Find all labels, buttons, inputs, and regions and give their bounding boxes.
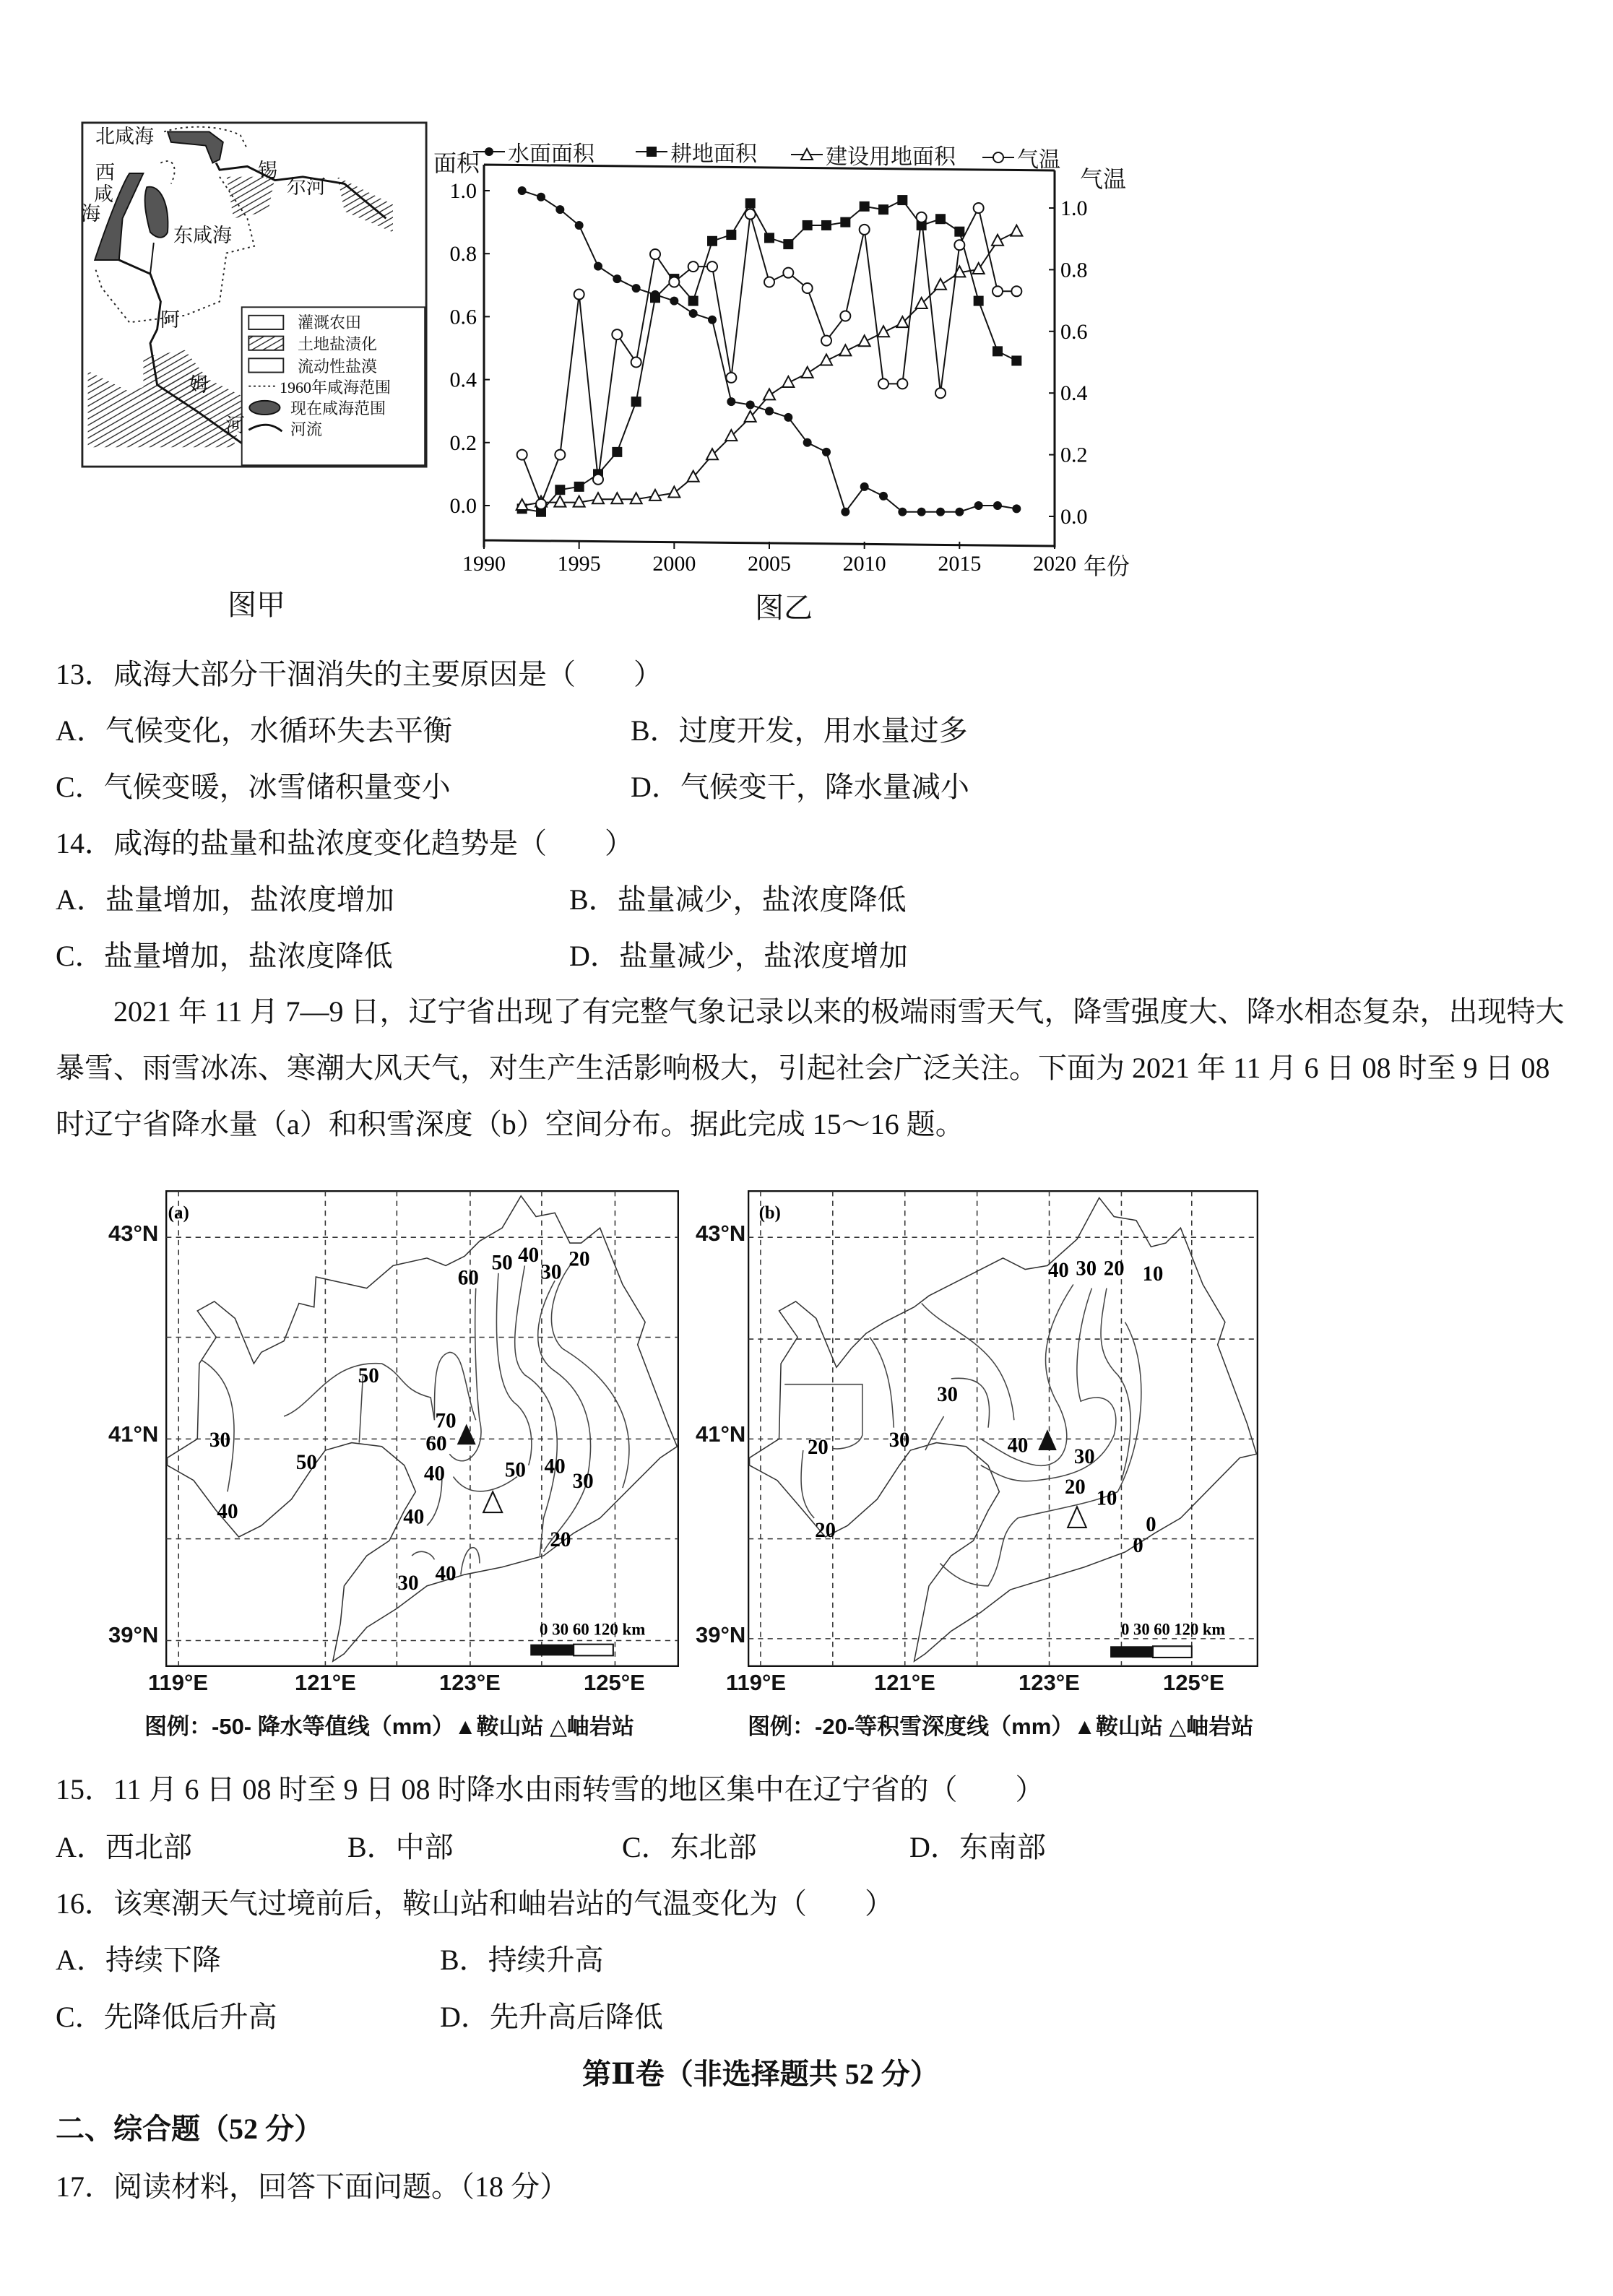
contour-label: 20 bbox=[808, 1435, 829, 1460]
y-axis-label-right: 气温 bbox=[1080, 166, 1127, 192]
legend-irrigated: 灌溉农田 bbox=[298, 313, 362, 332]
data-point bbox=[554, 496, 566, 507]
contour-label: 70 bbox=[435, 1409, 457, 1433]
x-tick-label: 2015 bbox=[938, 552, 982, 576]
y-right-tick-label: 0.8 bbox=[1060, 258, 1088, 282]
contour-label: 20 bbox=[568, 1247, 590, 1271]
y-left-tick-label: 1.0 bbox=[449, 179, 477, 203]
scale-bar bbox=[530, 1645, 574, 1656]
data-point bbox=[859, 335, 870, 346]
lat-39-b: 39°N bbox=[696, 1622, 746, 1647]
x-tick-label: 1990 bbox=[462, 552, 506, 576]
lon-125-a: 125°E bbox=[584, 1670, 645, 1695]
map-label-west: 西 bbox=[95, 162, 115, 183]
x-tick-label: 2010 bbox=[842, 552, 886, 576]
map-label-west-3: 海 bbox=[81, 203, 100, 225]
data-point bbox=[593, 475, 603, 485]
q13-stem: 13．咸海大部分干涸消失的主要原因是（ ） bbox=[56, 658, 662, 690]
data-point bbox=[955, 508, 964, 516]
map-label-west-2: 咸 bbox=[94, 183, 113, 205]
y-right-tick-label: 0.2 bbox=[1060, 443, 1088, 467]
data-point bbox=[726, 373, 736, 383]
data-point bbox=[821, 354, 832, 365]
lat-41-a: 41°N bbox=[108, 1421, 159, 1447]
data-point bbox=[764, 233, 774, 243]
data-point bbox=[745, 198, 756, 208]
material-paragraph: 2021 年 11 月 7—9 日，辽宁省出现了有完整气象记录以来的极端雨雪天气，降雪强度大、降水相态复杂，出现特大暴雪、雨雪冰冻、寒潮大风天气，对生产生活影响极大，引起社会广泛关注。下面为 2021 年 11 月 6 日 08 时至 9 日 08 时辽宁省降水量（a）和积雪深度（b）空间分布。据此完成 15～16 题。 bbox=[56, 995, 1565, 1140]
data-point bbox=[707, 236, 717, 246]
data-point bbox=[726, 230, 736, 240]
q16-option-d[interactable]: D．先升高后降低 bbox=[440, 2001, 663, 2033]
data-point bbox=[1012, 504, 1021, 513]
data-point bbox=[935, 214, 946, 224]
data-point bbox=[727, 397, 735, 406]
map-label-syr-2: 尔河 bbox=[287, 176, 326, 198]
data-point bbox=[954, 240, 964, 250]
data-point bbox=[632, 284, 641, 293]
q16-option-b[interactable]: B．持续升高 bbox=[440, 1944, 604, 1976]
contour-label: 60 bbox=[425, 1431, 447, 1456]
lon-119-a: 119°E bbox=[148, 1670, 209, 1695]
data-point bbox=[993, 286, 1003, 296]
q15-option-d[interactable]: D．东南部 bbox=[909, 1831, 1046, 1863]
q16-option-a[interactable]: A．持续下降 bbox=[56, 1944, 221, 1976]
data-point bbox=[518, 186, 527, 195]
y-left-tick-label: 0.4 bbox=[449, 368, 477, 392]
data-point bbox=[708, 316, 717, 324]
data-point bbox=[631, 358, 641, 368]
map-b bbox=[748, 1190, 1258, 1667]
data-point bbox=[764, 389, 775, 399]
data-point bbox=[860, 225, 870, 235]
legend-label: 气温 bbox=[1017, 148, 1060, 172]
chart-frame bbox=[484, 165, 1055, 547]
legend-label: 水面面积 bbox=[508, 142, 594, 166]
data-point bbox=[821, 336, 831, 346]
map-label-north-aral: 北咸海 bbox=[95, 126, 154, 147]
data-point bbox=[935, 388, 946, 398]
data-point bbox=[631, 397, 641, 407]
data-point bbox=[707, 261, 717, 272]
contour-label: 60 bbox=[457, 1266, 479, 1290]
q14-stem: 14．咸海的盐量和盐浓度变化趋势是（ ） bbox=[56, 827, 633, 859]
data-point bbox=[783, 268, 793, 278]
data-point bbox=[783, 239, 793, 249]
map-label-east-aral: 东咸海 bbox=[173, 225, 232, 246]
q15-stem: 15．11 月 6 日 08 时至 9 日 08 时降水由雨转雪的地区集中在辽宁省的（ ） bbox=[56, 1773, 1045, 1806]
y-left-tick-label: 0.8 bbox=[449, 242, 477, 267]
snow-labels bbox=[748, 1190, 1258, 1667]
data-point bbox=[555, 205, 564, 214]
legend-current-extent: 现在咸海范围 bbox=[290, 399, 386, 417]
contour-label: 50 bbox=[295, 1451, 317, 1475]
map-a-legend: 图例：-50- 降水等值线（mm）▲鞍山站 △岫岩站 bbox=[144, 1714, 635, 1739]
data-point bbox=[782, 376, 794, 387]
figure-jia-caption: 图甲 bbox=[228, 589, 285, 621]
data-point bbox=[745, 209, 756, 220]
q15-option-a[interactable]: A．西北部 bbox=[56, 1831, 192, 1863]
contour-label: 30 bbox=[1076, 1257, 1097, 1281]
y-left-tick-label: 0.0 bbox=[449, 494, 477, 518]
data-point bbox=[974, 296, 984, 306]
xiuyan-station-icon bbox=[483, 1491, 502, 1512]
legend-1960-extent: 1960年咸海范围 bbox=[280, 378, 392, 397]
data-point bbox=[898, 508, 907, 516]
data-point bbox=[917, 212, 927, 222]
contour-label: 30 bbox=[540, 1260, 562, 1284]
data-point bbox=[860, 202, 870, 212]
x-tick-label: 2000 bbox=[652, 552, 696, 576]
scale-bar bbox=[1110, 1646, 1153, 1658]
lon-125-b: 125°E bbox=[1163, 1670, 1224, 1695]
contour-label: 30 bbox=[397, 1572, 419, 1595]
data-point bbox=[897, 195, 907, 205]
data-point bbox=[688, 261, 699, 272]
anshan-station-icon bbox=[457, 1424, 476, 1444]
data-point bbox=[668, 487, 680, 498]
contour-label: 30 bbox=[888, 1428, 910, 1452]
contour-label: 30 bbox=[572, 1470, 594, 1494]
data-point bbox=[840, 217, 850, 228]
data-point bbox=[822, 448, 831, 456]
panel-label: (b) bbox=[758, 1203, 781, 1223]
data-point bbox=[612, 329, 622, 339]
map-b-legend: 图例：-20-等积雪深度线（mm）▲鞍山站 △岫岩站 bbox=[748, 1714, 1254, 1739]
anshan-station-icon bbox=[1038, 1429, 1057, 1450]
q13-option-c[interactable]: C．气候变暖，冰雪储积量变小 bbox=[56, 771, 451, 803]
map-label-amu-1: 阿 bbox=[160, 309, 180, 331]
scale-bar-label: 0 30 60 120 km bbox=[540, 1620, 646, 1639]
contour-label: 40 bbox=[518, 1244, 540, 1268]
lat-41-b: 41°N bbox=[696, 1421, 746, 1447]
data-point bbox=[574, 290, 584, 300]
data-point bbox=[613, 274, 621, 283]
q16-option-c[interactable]: C．先降低后升高 bbox=[56, 2001, 277, 2033]
legend-salinization: 土地盐渍化 bbox=[298, 335, 378, 353]
lon-121-b: 121°E bbox=[874, 1670, 935, 1695]
data-point bbox=[974, 501, 983, 510]
data-point bbox=[878, 204, 888, 215]
q13-option-d[interactable]: D．气候变干，降水量减小 bbox=[631, 771, 969, 803]
contour-label: 10 bbox=[1142, 1262, 1164, 1286]
data-point bbox=[592, 493, 604, 503]
xiuyan-station-icon bbox=[1068, 1507, 1086, 1528]
contour-label: 40 bbox=[435, 1561, 457, 1586]
x-axis-label: 年份 bbox=[1084, 553, 1130, 579]
contour-label: 20 bbox=[1103, 1257, 1125, 1281]
y-right-tick-label: 0.4 bbox=[1060, 381, 1088, 406]
data-point bbox=[935, 279, 946, 290]
data-point bbox=[1011, 225, 1022, 236]
q15-option-b[interactable]: B．中部 bbox=[347, 1831, 454, 1863]
legend-river: 河流 bbox=[290, 420, 323, 438]
q13-option-a[interactable]: A．气候变化，水循环失去平衡 bbox=[56, 714, 452, 747]
figure-yi-caption: 图乙 bbox=[755, 592, 813, 624]
scale-bar-label: 0 30 60 120 km bbox=[1121, 1620, 1226, 1639]
contour-label: 40 bbox=[1007, 1434, 1029, 1457]
contour-label: 40 bbox=[544, 1455, 566, 1478]
map-label-syr-1: 锡 bbox=[258, 160, 277, 181]
contour-label: 30 bbox=[1073, 1445, 1095, 1469]
section-title: 二、综合题（52 分） bbox=[56, 2113, 323, 2145]
data-point bbox=[879, 492, 888, 501]
lat-43-b: 43°N bbox=[696, 1221, 746, 1246]
data-point bbox=[803, 438, 812, 447]
data-point bbox=[536, 499, 546, 509]
data-point bbox=[612, 447, 622, 457]
data-point bbox=[878, 378, 888, 389]
data-point bbox=[574, 482, 584, 492]
data-point bbox=[669, 277, 679, 287]
q14-option-d[interactable]: D．盐量减少，盐浓度增加 bbox=[569, 940, 908, 972]
data-point bbox=[860, 482, 869, 491]
data-point bbox=[821, 220, 831, 230]
q14-option-c[interactable]: C．盐量增加，盐浓度降低 bbox=[56, 940, 393, 972]
q17-stem: 17．阅读材料，回答下面问题。（18 分） bbox=[56, 2170, 568, 2203]
data-point bbox=[840, 311, 850, 321]
y-left-tick-label: 0.6 bbox=[449, 305, 477, 329]
data-point bbox=[517, 450, 527, 460]
lat-39-a: 39°N bbox=[108, 1622, 159, 1647]
data-point bbox=[650, 249, 660, 259]
contour-label: 50 bbox=[358, 1364, 379, 1388]
x-tick-label: 2005 bbox=[748, 552, 791, 576]
contour-label: 40 bbox=[1048, 1258, 1069, 1283]
line-chart bbox=[0, 0, 1613, 614]
data-point bbox=[555, 450, 565, 460]
data-point bbox=[594, 262, 602, 271]
contour-label: 50 bbox=[504, 1458, 526, 1482]
lon-121-a: 121°E bbox=[295, 1670, 356, 1695]
contour-label: 40 bbox=[423, 1462, 446, 1486]
lon-123-a: 123°E bbox=[439, 1670, 501, 1695]
data-point bbox=[878, 326, 889, 337]
y-right-tick-label: 0.6 bbox=[1060, 319, 1088, 344]
map-label-amu-3: 河 bbox=[225, 415, 245, 436]
data-point bbox=[746, 400, 755, 409]
precip-labels bbox=[165, 1190, 679, 1667]
data-point bbox=[897, 378, 907, 389]
x-tick-label: 2020 bbox=[1033, 552, 1076, 576]
data-point bbox=[575, 221, 584, 230]
q14-option-a[interactable]: A．盐量增加，盐浓度增加 bbox=[56, 883, 394, 916]
y-right-tick-label: 0.0 bbox=[1060, 505, 1088, 529]
data-point bbox=[688, 296, 699, 306]
data-point bbox=[1011, 355, 1021, 365]
data-point bbox=[802, 367, 813, 378]
data-point bbox=[803, 283, 813, 293]
data-point bbox=[670, 297, 678, 306]
contour-label: 50 bbox=[491, 1251, 513, 1275]
map-label-amu-2: 姆 bbox=[189, 374, 209, 396]
q16-stem: 16．该寒潮天气过境前后，鞍山站和岫岩站的气温变化为（ ） bbox=[56, 1887, 894, 1920]
data-point bbox=[689, 309, 698, 318]
contour-label: 20 bbox=[1065, 1475, 1086, 1499]
legend-label: 建设用地面积 bbox=[826, 145, 956, 169]
data-point bbox=[611, 493, 623, 503]
data-point bbox=[974, 203, 984, 213]
y-left-tick-label: 0.2 bbox=[449, 430, 477, 455]
data-point bbox=[839, 345, 851, 355]
data-point bbox=[993, 501, 1002, 510]
contour-label: 40 bbox=[403, 1505, 425, 1529]
contour-label: 30 bbox=[209, 1428, 231, 1452]
data-point bbox=[992, 235, 1003, 246]
data-point bbox=[784, 413, 792, 422]
lon-123-b: 123°E bbox=[1019, 1670, 1080, 1695]
data-point bbox=[555, 485, 565, 495]
data-point bbox=[917, 508, 926, 516]
q13-option-b[interactable]: B．过度开发，用水量过多 bbox=[631, 714, 968, 747]
q14-option-b[interactable]: B．盐量减少，盐浓度降低 bbox=[569, 883, 907, 916]
data-point bbox=[764, 277, 774, 287]
data-point bbox=[1011, 286, 1021, 296]
legend-label: 耕地面积 bbox=[670, 142, 757, 166]
x-tick-label: 1995 bbox=[557, 552, 601, 576]
map-a bbox=[165, 1190, 679, 1667]
lon-119-b: 119°E bbox=[726, 1670, 787, 1695]
contour-label: 30 bbox=[937, 1382, 958, 1407]
data-point bbox=[993, 346, 1003, 356]
lat-43-a: 43°N bbox=[108, 1221, 159, 1246]
y-axis-label-left: 面积 bbox=[433, 150, 480, 176]
q15-option-c[interactable]: C．东北部 bbox=[622, 1831, 757, 1863]
data-point bbox=[803, 220, 813, 230]
data-point bbox=[954, 227, 964, 237]
data-point bbox=[537, 193, 545, 202]
contour-label: 20 bbox=[815, 1518, 836, 1543]
panel-label: (a) bbox=[168, 1203, 189, 1223]
contour-label: 10 bbox=[1096, 1486, 1117, 1510]
contour-label: 20 bbox=[550, 1528, 571, 1552]
part2-title: 第Ⅱ卷（非选择题共 52 分） bbox=[582, 2058, 939, 2090]
series-line bbox=[522, 208, 1017, 504]
data-point bbox=[841, 508, 849, 516]
contour-label: 40 bbox=[217, 1499, 238, 1523]
contour-label: 0 bbox=[1146, 1512, 1156, 1537]
y-right-tick-label: 1.0 bbox=[1060, 196, 1088, 220]
data-point bbox=[765, 407, 774, 415]
legend-salt-desert: 流动性盐漠 bbox=[298, 358, 378, 376]
data-point bbox=[936, 508, 945, 516]
contour-label: 0 bbox=[1133, 1533, 1143, 1557]
data-point bbox=[650, 293, 660, 303]
